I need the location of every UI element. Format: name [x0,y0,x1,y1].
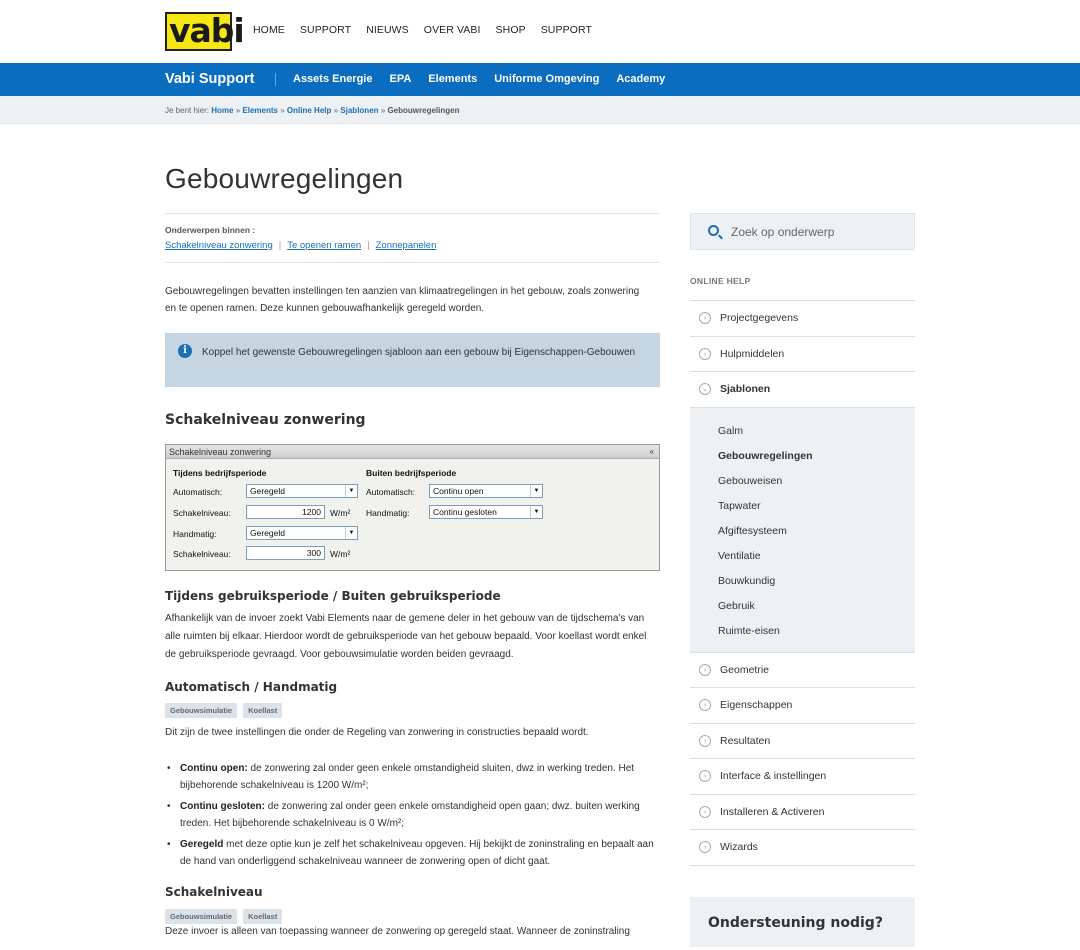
sidebar-subitem-gebruik[interactable]: Gebruik [718,599,755,612]
section-title-schakelniveau: Schakelniveau zonwering [165,412,366,428]
sidebar-subitem-galm[interactable]: Galm [718,424,744,437]
info-text: Koppel het gewenste Gebouwregelingen sjabloon aan een gebouw bij Eigenschappen-Gebouwen [202,347,636,358]
dropdown-arrow-icon: ▼ [345,485,357,497]
nav-academy[interactable]: Academy [616,73,666,85]
dialog-screenshot [165,444,660,571]
brand-title[interactable]: Vabi Support [165,71,255,87]
handmatig-label: Handmatig: [173,529,217,539]
breadcrumb-prefix: Je bent hier: [165,106,210,115]
breadcrumb-home[interactable]: Home [211,106,234,115]
topics-label: Onderwerpen binnen : [165,225,256,235]
chevron-right-icon: › [699,806,711,818]
sidebar-item-label: Resultaten [720,734,771,747]
handmatig-value: Geregeld [250,528,285,538]
chevron-right-icon: › [699,312,711,324]
search-icon[interactable] [708,225,719,236]
automatisch-label: Automatisch: [173,487,223,497]
right-handmatig-value: Continu gesloten [433,507,497,517]
search-box [690,213,915,250]
collapse-icon: « [649,447,654,456]
breadcrumb-online-help[interactable]: Online Help [286,106,332,115]
chevron-right-icon: › [699,841,711,853]
breadcrumb-bar [0,96,1080,124]
gebruiksperiode-text: Afhankelijk van de invoer zoekt Vabi Elements naar de gemene deler in het gebouw van de tijdschema's van alle ruimten bij elkaar. Hierdoor wordt de gebruiksperiode van het gebouw bepaald. Voor koellast wordt enkel de gebruiksperiode gevraagd. Voor gebouwsimulatie worden beiden gevraagd. [165,613,647,660]
topic-sep: | [278,240,282,251]
handmatig-select [246,526,358,540]
nav-elements[interactable]: Elements [428,73,478,85]
list-item-term: Continu open: [180,763,248,774]
sidebar-item-label: Sjablonen [720,383,771,395]
schakelniveau-field: 1200 [246,505,325,519]
tag-gebouwsimulatie[interactable]: Gebouwsimulatie [165,703,237,718]
list-item-text: de zonwering zal onder geen enkele omstandigheid sluiten, dwz in werking treden. Het bijbehorende schakelniveau is 1200 W/m²; [180,763,635,791]
sidebar-subitem-ruimte-eisen[interactable]: Ruimte-eisen [718,624,780,637]
sidebar-item-sjablonen[interactable] [690,372,915,408]
sidebar-item-projectgegevens[interactable] [690,301,915,337]
chevron-right-icon: › [699,664,711,676]
schakelniveau-text-line: Deze invoer is alleen van toepassing wanneer de zonwering op geregeld staat. Wanneer de zoninstraling [165,926,630,937]
unit-label: W/m² [330,549,351,559]
sidebar-item-hulpmiddelen[interactable] [690,337,915,373]
topic-sep: | [367,240,370,251]
chevron-down-icon: ⌄ [699,383,711,395]
sidebar-subitem-tapwater[interactable]: Tapwater [718,499,761,512]
dialog-heading-right: Buiten bedrijfsperiode [366,468,457,478]
right-automatisch-select [429,484,543,498]
chevron-right-icon: › [699,699,711,711]
schakelniveau-2-label: Schakelniveau: [173,549,231,559]
topics-links [165,240,436,251]
nav-nieuws[interactable]: NIEUWS [366,24,409,36]
automatisch-value: Geregeld [250,486,285,496]
dialog-heading-left: Tijdens bedrijfsperiode [173,468,267,478]
sidebar-item-label: Hulpmiddelen [720,347,785,360]
schakelniveau-2-field: 300 [246,546,325,560]
tag-list [165,909,282,924]
list-item [165,760,660,794]
option-list [165,760,660,874]
sidebar-section-label: ONLINE HELP [690,276,751,286]
tag-gebouwsimulatie[interactable]: Gebouwsimulatie [165,909,237,924]
schakelniveau-text [165,926,660,940]
breadcrumb-sjablonen[interactable]: Sjablonen [340,106,379,115]
top-nav [253,24,607,36]
breadcrumb-sep: » [380,106,386,115]
subsection-title-schakelniveau: Schakelniveau [165,885,263,899]
schakelniveau-label: Schakelniveau: [173,508,231,518]
nav-support-2[interactable]: SUPPORT [540,24,592,36]
sidebar-item-label: Geometrie [720,663,770,676]
tag-koellast[interactable]: Koellast [243,703,282,718]
dialog-title [166,445,659,459]
support-nav-bar [0,63,1080,96]
sidebar-group-sjablonen [690,372,915,653]
sidebar-item-label: Eigenschappen [720,699,793,711]
page-title: Gebouwregelingen [165,163,404,194]
right-handmatig-select [429,505,543,519]
sidebar-subitem-bouwkundig[interactable]: Bouwkundig [718,574,776,587]
nav-assets-energie[interactable]: Assets Energie [293,73,373,85]
intro-text: Gebouwregelingen bevatten instellingen ten aanzien van klimaatregelingen in het gebouw, zoals zonwering en te openen ramen. Deze kunnen gebouwafhankelijk geregeld worden. [165,286,640,314]
nav-shop[interactable]: SHOP [495,24,526,36]
nav-uniforme-omgeving[interactable]: Uniforme Omgeving [494,73,600,85]
chevron-right-icon: › [699,770,711,782]
breadcrumb-sep: » [235,106,241,115]
logo-text: vabi [169,11,244,50]
topic-link-schakelniveau[interactable]: Schakelniveau zonwering [165,240,273,251]
tag-koellast[interactable]: Koellast [243,909,282,924]
breadcrumb-sep: » [333,106,339,115]
sidebar-nav [690,300,915,866]
unit-label: W/m² [330,508,351,518]
dialog-title-text: Schakelniveau zonwering [169,447,272,457]
dropdown-arrow-icon: ▼ [530,485,542,497]
right-automatisch-value: Continu open [433,486,484,496]
top-header [0,0,1080,63]
tag-list [165,703,282,718]
right-handmatig-label: Handmatig: [366,508,410,518]
sidebar-item-label: Wizards [720,841,758,853]
chevron-right-icon: › [699,735,711,747]
sidebar-item-wizards[interactable] [690,830,915,866]
nav-epa[interactable]: EPA [389,73,412,85]
sidebar-subitems [690,408,915,652]
topic-link-zonnepanelen[interactable]: Zonnepanelen [375,240,437,251]
sidebar-item-label: Projectgegevens [720,312,799,324]
sidebar-item-label: Installeren & Activeren [720,805,825,818]
help-title: Ondersteuning nodig? [708,915,883,931]
nav-home[interactable]: HOME [253,24,285,36]
list-item-term: Continu gesloten: [180,801,265,812]
sidebar-item-geometrie[interactable] [690,653,915,689]
right-automatisch-label: Automatisch: [366,487,416,497]
brand-divider [275,73,276,86]
list-item-text: de zonwering zal onder geen enkele omstandigheid open gaan; dwz. buiten werking treden. Het bijbehorende schakelniveau is 0 W/m²; [180,801,640,829]
sidebar-item-installeren-activeren[interactable] [690,795,915,831]
divider [165,213,660,214]
list-item [165,798,660,832]
breadcrumb-sep: » [280,106,285,115]
breadcrumb-current: Gebouwregelingen [387,106,460,115]
subsection-title-gebruiksperiode: Tijdens gebruiksperiode / Buiten gebruiksperiode [165,589,501,603]
list-item-text: met deze optie kun je zelf het schakelniveau opgeven. Hij bekijkt de zoninstraling en bepaalt aan de hand van onderliggend schakelniveau wanneer de zonwering open of dicht gaat. [180,839,654,867]
help-box [690,897,915,947]
sidebar-item-label: Interface & instellingen [720,770,827,782]
chevron-right-icon: › [699,348,711,360]
sidebar-subitem-afgiftesysteem[interactable]: Afgiftesysteem [718,524,787,537]
sidebar-subitem-gebouweisen[interactable]: Gebouweisen [718,474,783,487]
info-icon: i [178,344,192,358]
sidebar-item-resultaten[interactable] [690,724,915,760]
dropdown-arrow-icon: ▼ [530,506,542,518]
search-input[interactable] [731,223,901,241]
automatisch-text: Dit zijn de twee instellingen die onder de Regeling van zonwering in constructies bepaald wordt. [165,727,589,738]
dropdown-arrow-icon: ▼ [345,527,357,539]
topic-link-ramen[interactable]: Te openen ramen [287,240,362,251]
sidebar-item-interface-instellingen[interactable] [690,759,915,795]
list-item-term: Geregeld [180,839,224,850]
automatisch-select [246,484,358,498]
support-nav [293,73,682,85]
breadcrumb-elements[interactable]: Elements [242,106,278,115]
list-item [165,836,660,870]
sidebar-subitem-ventilatie[interactable]: Ventilatie [718,549,761,562]
sidebar-item-eigenschappen[interactable] [690,688,915,724]
info-box [165,333,660,387]
vabi-logo[interactable] [165,11,244,51]
nav-over-vabi[interactable]: OVER VABI [423,24,481,36]
subsection-title-automatisch: Automatisch / Handmatig [165,680,338,694]
breadcrumb [165,106,459,115]
sidebar-subitem-gebouwregelingen[interactable]: Gebouwregelingen [718,449,813,462]
divider [165,262,660,263]
nav-support[interactable]: SUPPORT [299,24,352,36]
